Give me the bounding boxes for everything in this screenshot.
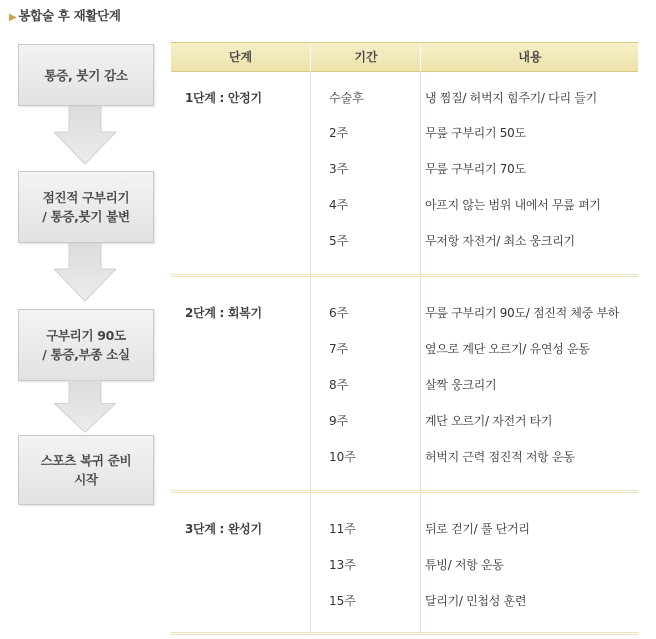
stage-divider	[171, 490, 638, 493]
period-cell: 9주	[329, 414, 349, 428]
content-cell: 옆으로 계단 오르기/ 유연성 운동	[425, 342, 590, 356]
stage-2-label: 2단계 : 회복기	[185, 306, 262, 320]
flow-step-2-line1: 점진적 구부리기	[42, 190, 130, 205]
period-cell: 4주	[329, 198, 349, 212]
stage-divider	[171, 274, 638, 277]
content-cell: 무저항 자전거/ 최소 웅크리기	[425, 234, 575, 248]
period-cell: 2주	[329, 126, 349, 140]
flow-step-2	[18, 171, 154, 243]
period-cell: 3주	[329, 162, 349, 176]
column-divider	[420, 71, 421, 635]
period-cell: 6주	[329, 306, 349, 320]
down-arrow-icon	[54, 243, 116, 303]
down-arrow-icon	[54, 106, 116, 166]
flow-step-4-line1: 스포츠 복귀 준비	[40, 453, 132, 468]
flow-step-4	[18, 435, 154, 505]
triangle-bullet-icon: ▶	[9, 12, 17, 23]
period-cell: 13주	[329, 558, 356, 572]
content-cell: 계단 오르기/ 자전거 타기	[425, 414, 553, 428]
down-arrow-icon	[54, 380, 116, 434]
period-cell: 수술후	[329, 91, 364, 105]
page-title-text: 봉합술 후 재활단계	[18, 8, 121, 23]
content-cell: 무릎 구부리기 70도	[425, 162, 526, 176]
stage-1-label: 1단계 : 안정기	[185, 91, 262, 105]
content-cell: 허벅지 근력 점진적 저항 운동	[425, 450, 575, 464]
period-cell: 5주	[329, 234, 349, 248]
content-cell: 튜빙/ 저항 운동	[425, 558, 504, 572]
flow-step-1-line1: 통증, 붓기 감소	[44, 67, 128, 83]
period-cell: 10주	[329, 450, 356, 464]
stage-3-label: 3단계 : 완성기	[185, 522, 262, 536]
period-cell: 8주	[329, 378, 349, 392]
flow-step-3	[18, 309, 154, 381]
content-cell: 아프지 않는 범위 내에서 무릎 펴기	[425, 198, 601, 212]
table-bottom-border	[171, 632, 638, 635]
page-title	[9, 6, 121, 24]
flow-step-2-line2: / 통증,붓기 불변	[42, 209, 130, 224]
header-content: 내용	[420, 43, 639, 71]
period-cell: 11주	[329, 522, 356, 536]
column-divider	[310, 71, 311, 635]
flow-step-3-line2: / 통증,부종 소실	[42, 347, 130, 362]
period-cell: 15주	[329, 594, 356, 608]
table-header	[171, 42, 638, 72]
content-cell: 냉 찜질/ 허벅지 힘주기/ 다리 들기	[425, 91, 597, 105]
flow-step-3-line1: 구부리기 90도	[46, 328, 126, 343]
period-cell: 7주	[329, 342, 349, 356]
header-period: 기간	[310, 43, 421, 71]
content-cell: 무릎 구부리기 90도/ 점진적 체중 부하	[425, 306, 620, 320]
header-stage: 단계	[228, 50, 253, 64]
content-cell: 살짝 웅크리기	[425, 378, 497, 392]
flow-step-4-line2: 시작	[74, 472, 98, 487]
content-cell: 뒤로 걷기/ 풀 단거리	[425, 522, 530, 536]
content-cell: 무릎 구부리기 50도	[425, 126, 526, 140]
flow-step-1	[18, 44, 154, 106]
content-cell: 달리기/ 민첩성 훈련	[425, 594, 527, 608]
